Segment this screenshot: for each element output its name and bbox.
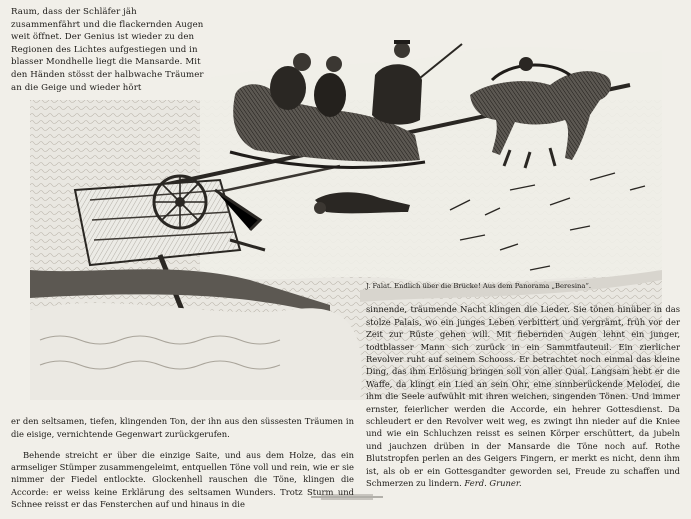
author-signature: Ferd. Gruner. — [464, 478, 522, 489]
left-column-paragraph-2: Behende streicht er über die einzige Saite, und aus dem Holze, das ein armseliger Stümper zusammengeleimt, entquellen Töne voll und rein, wie er sie nimmer der Fiedel entlockte. Glockenhell rauschen die Töne, klingen die Accorde: er weiss keine Erklärung des seltsamen Wunders. Trotz Sturm und Schnee reisst er das Fensterchen auf und hinaus in die — [11, 449, 354, 510]
left-column — [11, 407, 354, 519]
caption-source: Aus dem Panorama „Beresina“. — [482, 282, 592, 290]
foreground-snow — [30, 303, 362, 400]
footer-ornament-rule — [311, 494, 383, 500]
right-column-text: sinnende, träumende Nacht klingen die Lieder. Sie tönen hinüber in das stolze Palais, wo ein junges Leben verbittert und vergrämt, früh vor der Zeit zur Rüste gehen will. Mit fiebernden Augen lehnt ein junger, todtblasser Mann sich zurück in ein Sammtfauteuil. Ein zierlicher Revolver ruht auf seinem Schooss. Er betrachtet noch einmal das kleine Ding, das ihm Erlösung bringen soll von aller Qual. Langsam hebt er die Waffe, da klingt ein Lied an sein Ohr, eine sinnberückende Melodei, die ihm die Seele aufwühlt mit ihren weichen, singenden Tönen. Und immer ernster, feierlicher werden die Accorde, ein hehrer Gottesdienst. Da schleudert er den Revolver weit weg, es zwingt ihn nieder auf die Kniee und wie ein Schluchzen reisst es seinen Körper erschüttert, da jubeln und jauchzen drüben in der Mansarde die Töne noch auf. Rothe Blutstropfen perlen an des Geigers Fingern, er merkt es nicht, denn ihm ist, als ob er ein Gottesgandter geworden sei, Freude zu schaffen und Schmerzen zu lindern. — [366, 304, 680, 489]
caption-title: Endlich über die Brücke! — [394, 282, 481, 290]
illustration-caption — [366, 281, 666, 291]
caption-author: J. Falat. — [366, 282, 392, 290]
intro-text: Raum, dass der Schläfer jäh zusammenfährt und die flackernden Augen weit öffnet. Der Genius ist wieder zu den Regionen des Lichtes aufgestiegen und in blasser Mondhelle liegt die Mansarde. Mit den Händen stösst der halbwache Träumer an die Geige und wieder hört — [11, 7, 204, 93]
left-column-paragraph-1: er den seltsamen, tiefen, klingenden Ton, der ihn aus den süssesten Träumen in die eisige, vernichtende Gegenwart zurückgerufen. — [11, 416, 354, 439]
right-column — [366, 295, 680, 498]
